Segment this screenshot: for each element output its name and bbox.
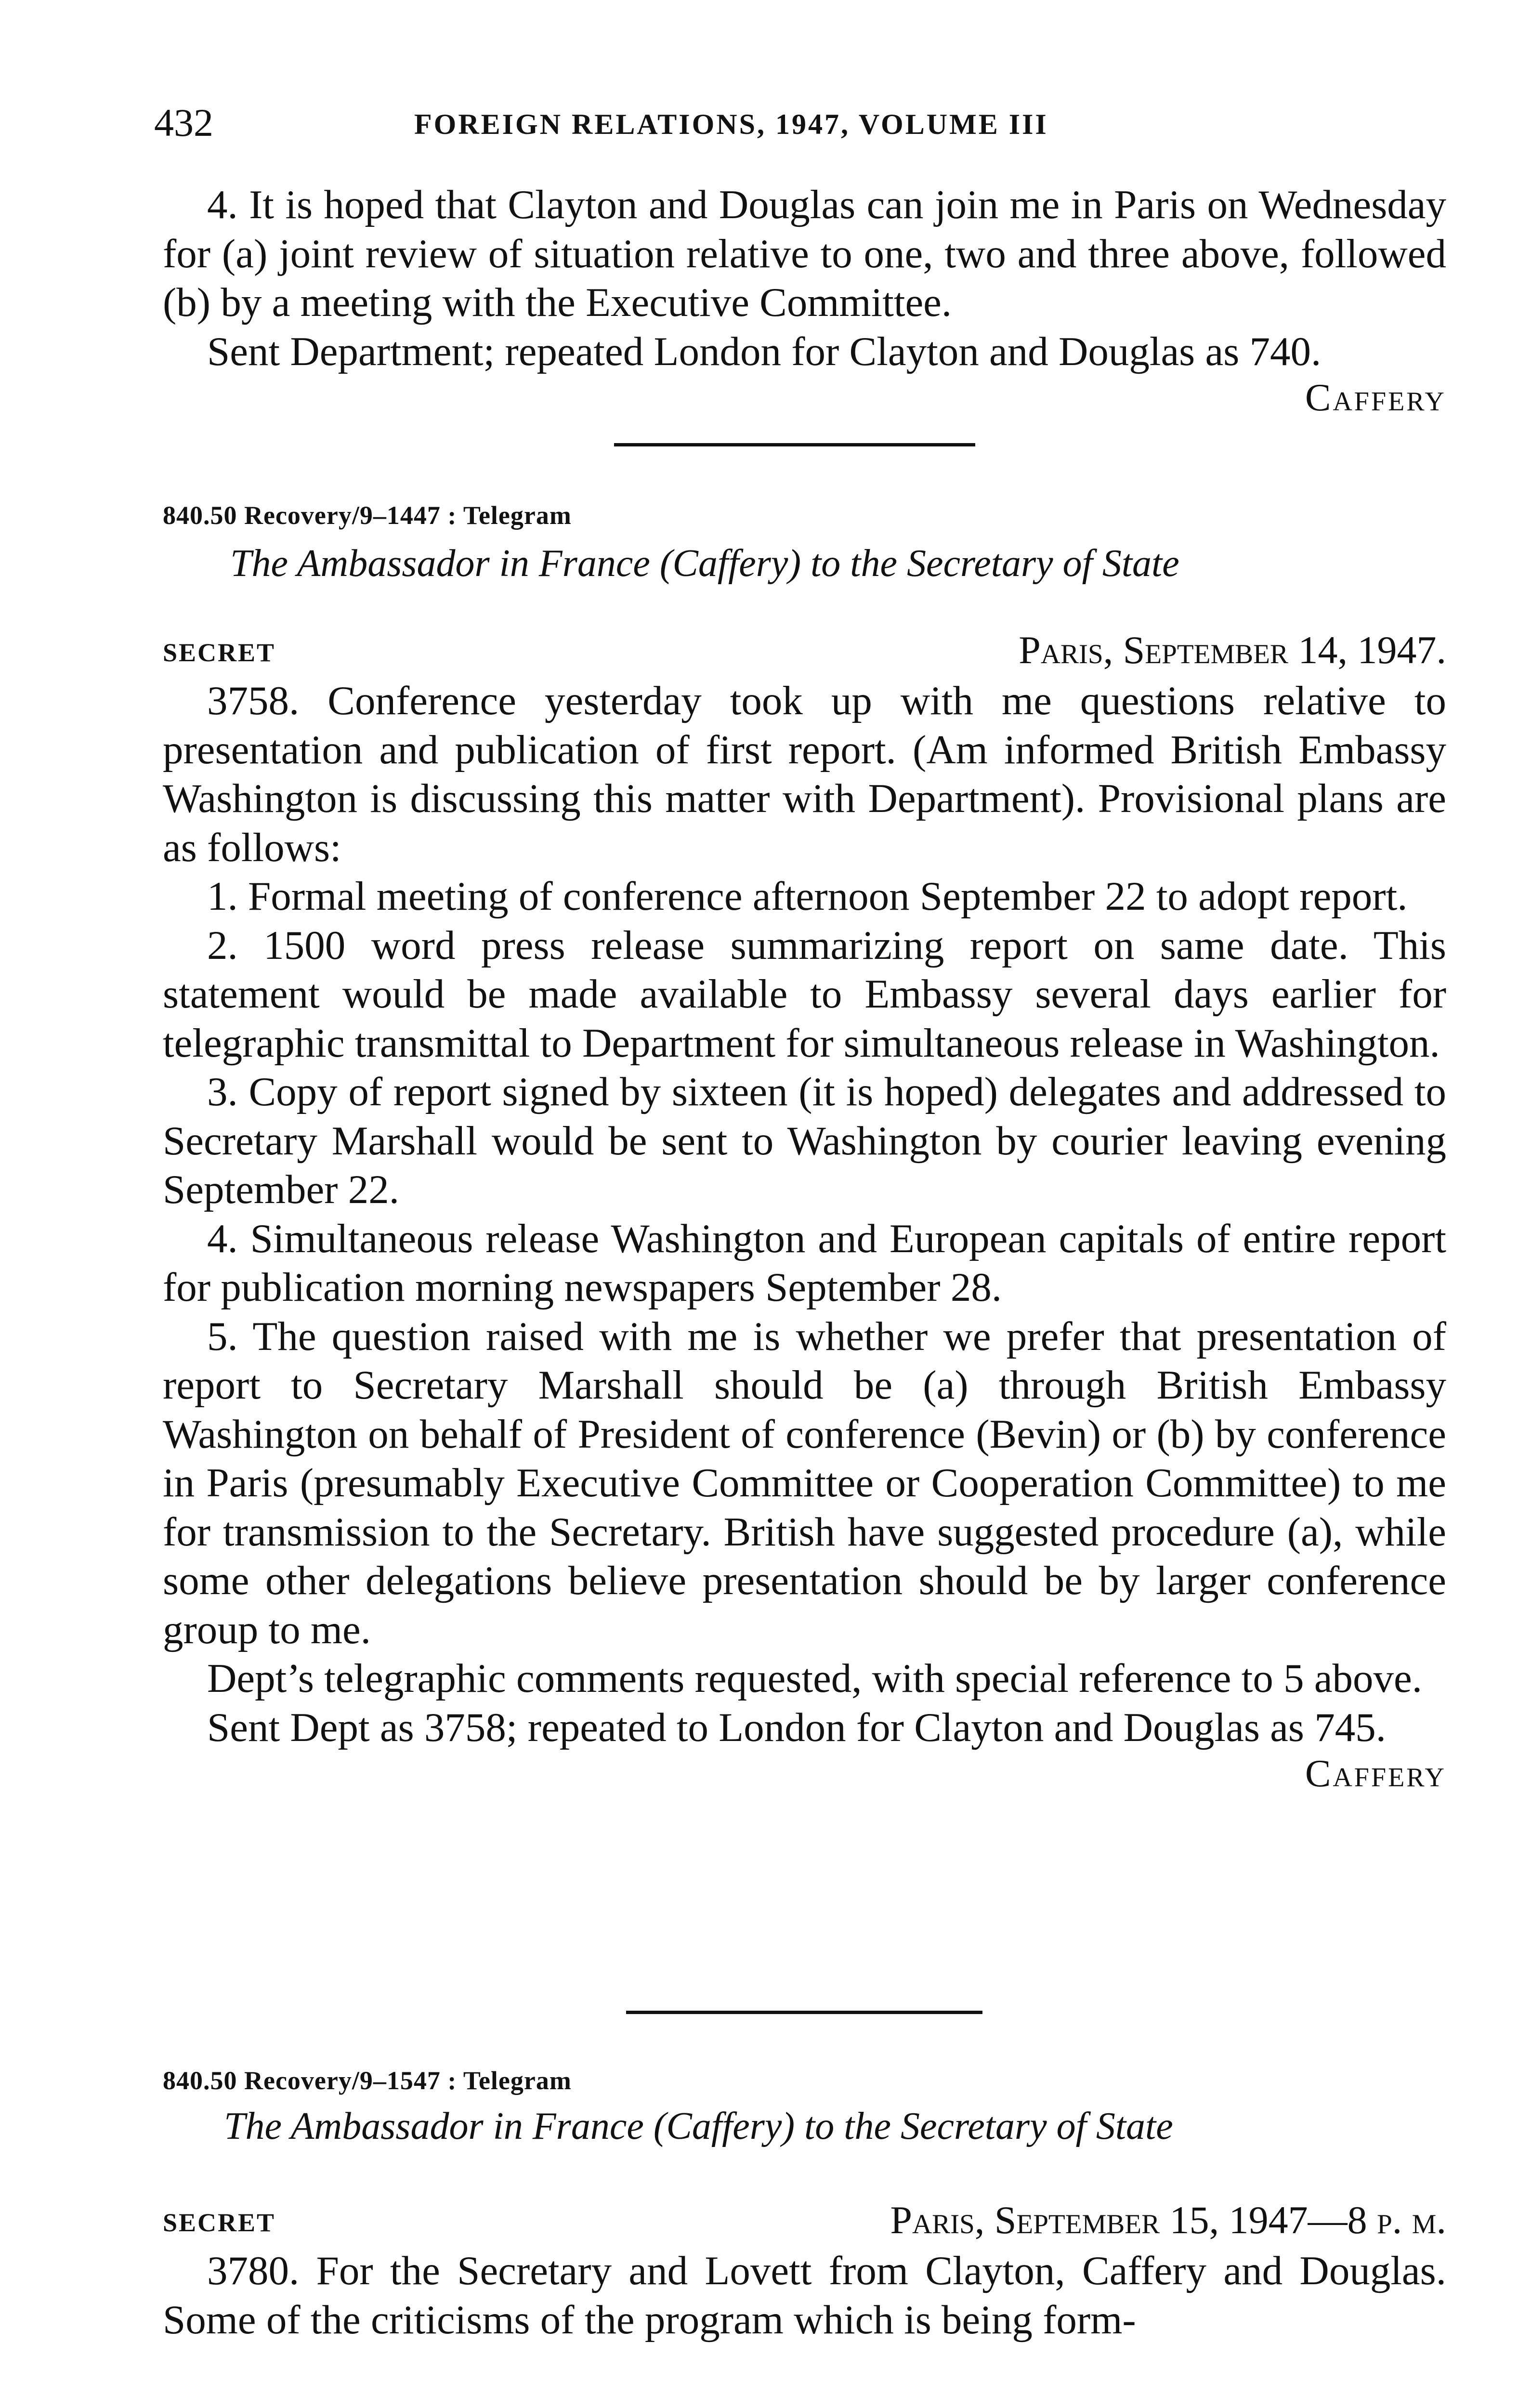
paragraph: 1. Formal meeting of conference afternoon September 22 to adopt report.: [207, 874, 1408, 919]
running-head: FOREIGN RELATIONS, 1947, VOLUME III: [414, 108, 1048, 140]
paragraph: 4. It is hoped that Clayton and Douglas can join me in Paris on Wednesday for (a) joint review of situation relative to one, two and three above, followed (b) by a meeting with the Executive Committee.: [163, 182, 1446, 325]
paragraph: 3758. Conference yesterday took up with me questions relative to presentation and publication of first report. (Am informed British Embassy Washington is discussing this matter with Department). Provisional plans are as follows:: [163, 678, 1446, 870]
section-divider: [626, 2011, 982, 2014]
paragraph: 3. Copy of report signed by sixteen (it is hoped) delegates and addressed to Secretary Marshall would be sent to Washington by courier leaving evening September 22.: [163, 1069, 1446, 1212]
file-reference: 840.50 Recovery/9–1447 : Telegram: [163, 501, 572, 530]
file-reference: 840.50 Recovery/9–1547 : Telegram: [163, 2066, 572, 2095]
signature: Caffery: [1305, 1753, 1446, 1795]
paragraph: Sent Department; repeated London for Clayton and Douglas as 740.: [207, 328, 1322, 374]
paragraph: 4. Simultaneous release Washington and European capitals of entire report for publication morning newspapers September 28.: [163, 1216, 1446, 1310]
addressee-heading: The Ambassador in France (Caffery) to the Secretary of State: [230, 542, 1179, 585]
classification-label: SECRET: [163, 638, 276, 667]
telegram-body: [163, 677, 1446, 1798]
paragraph: 2. 1500 word press release summarizing report on same date. This statement would be made available to Embassy several days earlier for telegraphic transmittal to Department for simultaneous release in Washington.: [163, 922, 1446, 1066]
page-number: 432: [154, 101, 213, 144]
signature: Caffery: [1305, 377, 1446, 419]
section-divider: [614, 443, 975, 446]
classification-row: [163, 626, 1446, 674]
paragraph: 5. The question raised with me is whether we prefer that presentation of report to Secretary Marshall should be (a) through British Embassy Washington on behalf of President of conference (Bevin) or (b) by conference in Paris (presumably Executive Committee or Cooperation Committee) to me for transmission to the Secretary. British have suggested procedure (a), while some other delegations believe presentation should be by larger conference group to me.: [163, 1313, 1446, 1652]
classification-label: SECRET: [163, 2208, 276, 2237]
dateline: Paris, September 14, 1947.: [1019, 628, 1446, 672]
dateline: Paris, September 15, 1947—8 p. m.: [890, 2198, 1446, 2242]
previous-document-continuation: [163, 181, 1446, 422]
paragraph: Sent Dept as 3758; repeated to London for Clayton and Douglas as 745.: [207, 1704, 1386, 1750]
classification-row: [163, 2196, 1446, 2244]
addressee-heading: The Ambassador in France (Caffery) to the Secretary of State: [224, 2105, 1173, 2147]
paragraph: 3780. For the Secretary and Lovett from Clayton, Caffery and Douglas. Some of the criticisms of the program which is being form-: [163, 2248, 1446, 2343]
paragraph: Dept’s telegraphic comments requested, with special reference to 5 above.: [207, 1656, 1423, 1701]
telegram-body: [163, 2247, 1446, 2344]
page-header: [154, 99, 1440, 157]
